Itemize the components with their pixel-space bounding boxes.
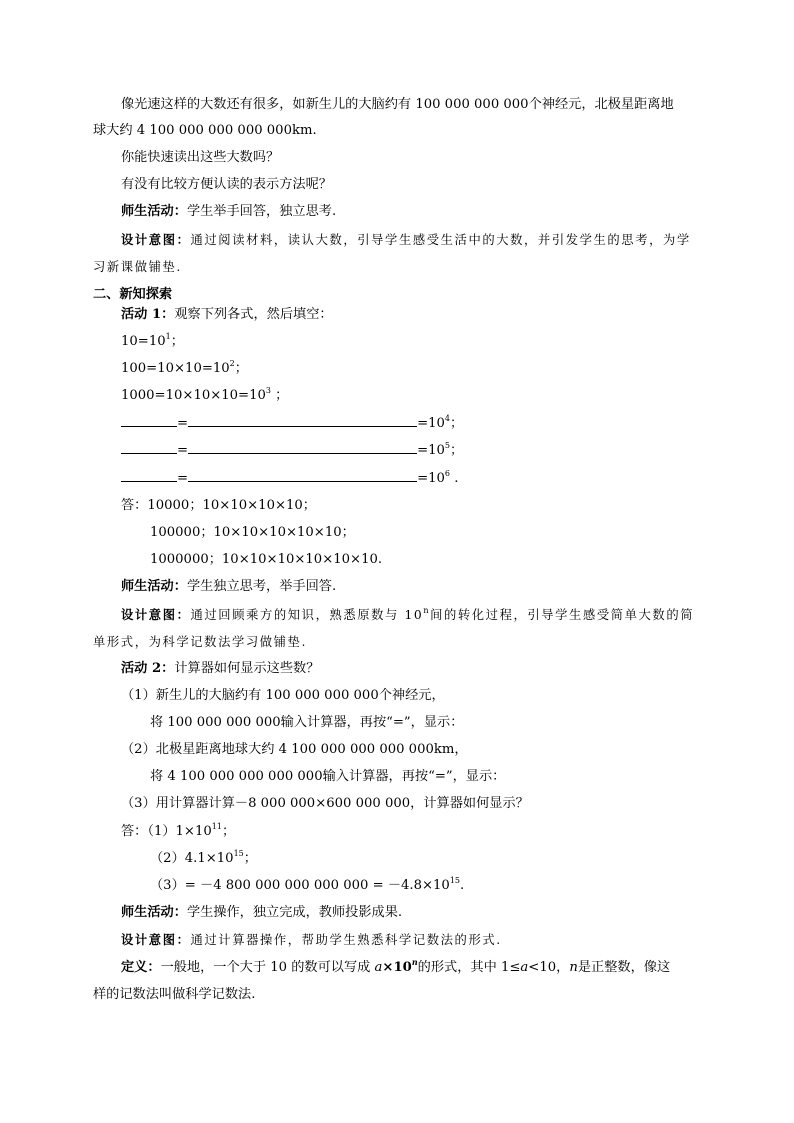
definition-line2: 样的记数法叫做科学记数法. <box>93 987 256 1002</box>
activity-text: 学生举手回答，独立思考. <box>186 204 337 219</box>
answer-label: 答： <box>121 498 148 513</box>
answer-label: 答： <box>121 824 148 839</box>
activity2-activity <box>121 903 402 923</box>
section2-design-line1: 设计意图：通过回顾乘方的知识，熟悉原数与 10$^n$间的转化过程，引导学生感受简单大数的简 <box>121 606 695 622</box>
blank-right[interactable] <box>188 469 417 482</box>
activity2-answer-1: 答：$(1)1\times 10^{11}$； <box>121 822 236 839</box>
activity2-answer-2: $(2)4.1\times 10^{15}$； <box>150 849 257 866</box>
activity1-label: 活动 1： <box>121 307 175 322</box>
equation-1: $10=10^1$； <box>121 332 184 349</box>
activity-text: 学生操作，独立完成，教师投影成果. <box>186 905 403 920</box>
design-text: 通过阅读材料，读认大数，引导学生感受生活中的大数，并引发学生的思考，为学 <box>190 233 691 247</box>
intro-paragraph-line2: 球大约 4 100 000 000 000 000km. <box>93 123 317 138</box>
blank-right[interactable] <box>188 441 417 454</box>
design-label: 设计意图： <box>121 232 191 247</box>
activity-label: 师生活动： <box>121 905 187 920</box>
activity2-item-1: （1）新生儿的大脑约有 100 000 000 000个神经元， <box>121 688 445 703</box>
section2-design-line2: 单形式，为科学记数法学习做铺垫. <box>93 635 307 649</box>
activity2-item-1-instruction: 将 100 000 000 000输入计算器，再按“=”，显示： <box>150 715 464 730</box>
intro-design-line2: 习新课做铺垫. <box>93 260 182 274</box>
activity2-text: 计算器如何显示这些数？ <box>174 661 320 676</box>
activity2-label: 活动 2： <box>121 661 175 676</box>
fill-blank-row-1: = $=10^4$； <box>121 414 463 434</box>
activity1-instruction <box>121 305 333 325</box>
intro-question-1: 你能快速读出这些大数吗？ <box>121 150 280 165</box>
fill-blank-row-3: = $=10^6$ . <box>121 469 458 489</box>
intro-paragraph-line1: 像光速这样的大数还有很多，如新生儿的大脑约有 100 000 000 000个神经元，北极星距离地 <box>121 97 674 112</box>
activity-label: 师生活动： <box>121 579 187 594</box>
equation-2: $100=10\times 10=10^2$； <box>121 359 248 376</box>
activity1-text: 观察下列各式，然后填空： <box>174 307 333 322</box>
design-label: 设计意图： <box>121 932 191 947</box>
blank-left[interactable] <box>121 469 177 482</box>
blank-right[interactable] <box>188 414 417 427</box>
definition-label: 定义： <box>121 960 161 975</box>
intro-question-2: 有没有比较方便认读的表示方法呢？ <box>121 177 332 192</box>
activity2-item-2-instruction: 将 4 100 000 000 000 000输入计算器，再按“=”，显示： <box>150 769 506 784</box>
section2-activity <box>121 577 336 597</box>
answer-3: 1000000；10×10×10×10×10×10. <box>150 552 383 567</box>
activity2-design: 设计意图：通过计算器操作，帮助学生熟悉科学记数法的形式. <box>121 932 502 947</box>
activity2-answer-3: （3）= －4 800 000 000 000 $000 = -4.8\times 10^{15}$. <box>150 876 465 893</box>
blank-left[interactable] <box>121 414 177 427</box>
activity2-item-3: （3）用计算器计算－8 000 000×600 000 000，计算器如何显示？ <box>121 796 529 811</box>
design-label: 设计意图： <box>121 607 191 622</box>
equation-3: $1000=10\times 10\times 10=10^3$ ； <box>121 386 289 403</box>
fill-blank-row-2: = $=10^5$； <box>121 441 463 461</box>
blank-left[interactable] <box>121 441 177 454</box>
activity-text: 学生独立思考，举手回答. <box>186 579 337 594</box>
intro-activity <box>121 202 336 222</box>
definition-line1: 定义：一般地，一个大于 10 的数可以写成 $a\times 10^n$的形式，其中 1≤a<10，n是正整数，像这 <box>121 957 671 975</box>
section-heading: 二、新知探索 <box>93 287 173 302</box>
intro-design-line1 <box>121 230 691 250</box>
activity2-item-2: （2）北极星距离地球大约 4 100 000 000 000 000km， <box>121 742 468 757</box>
answer-2: 100000；10×10×10×10×10； <box>150 525 355 540</box>
activity-label: 师生活动： <box>121 204 187 219</box>
answer-1: 答：10000；10×10×10×10； <box>121 498 316 513</box>
activity2-instruction <box>121 659 319 679</box>
